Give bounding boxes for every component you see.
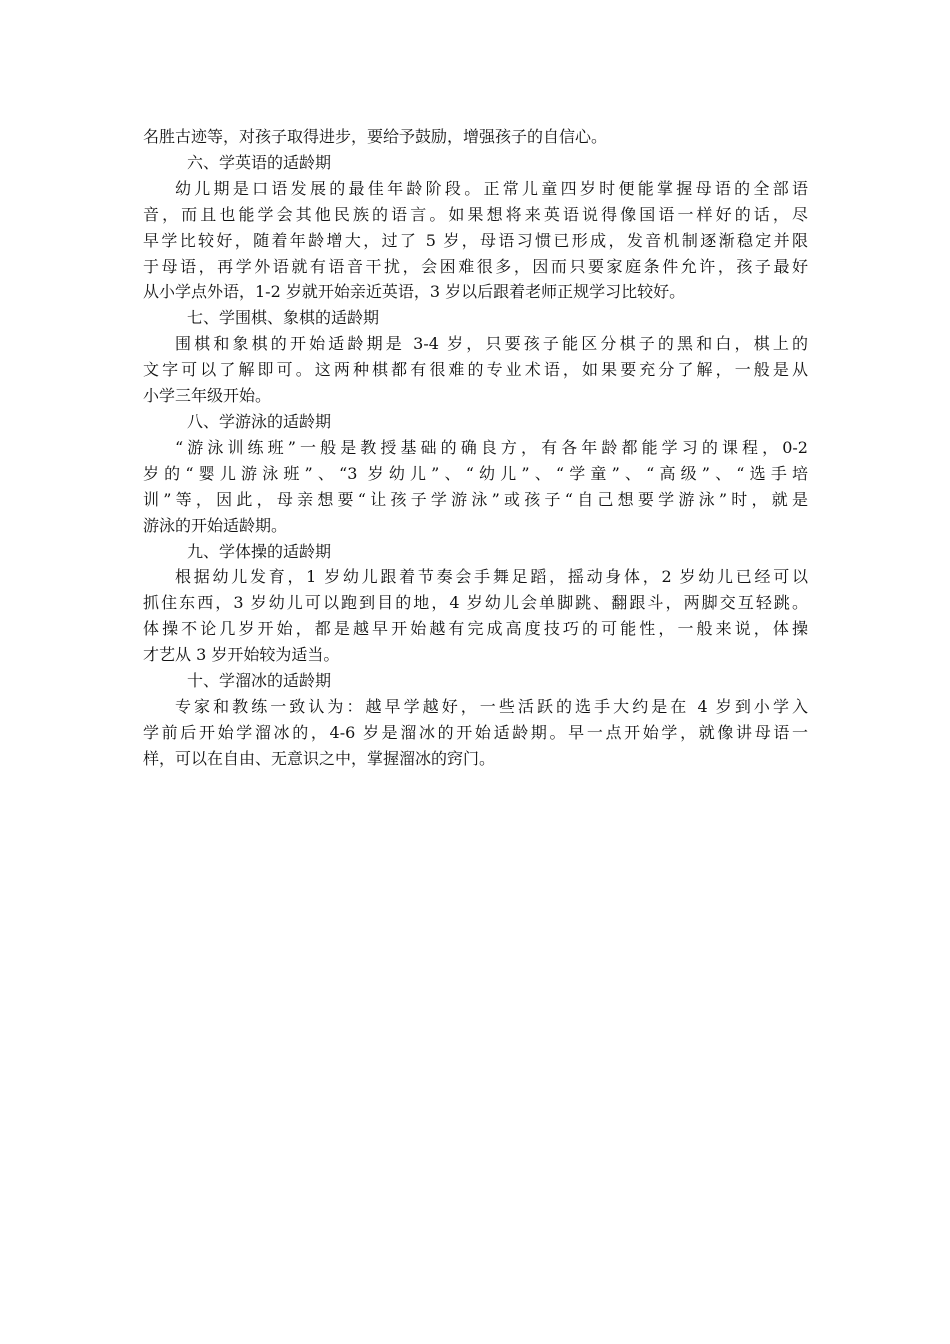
paragraph-line: 体操不论几岁开始，都是越早开始越有完成高度技巧的可能性，一般来说，体操	[143, 619, 808, 639]
paragraph-line: 于母语，再学外语就有语音干扰，会困难很多，因而只要家庭条件允许，孩子最好	[143, 256, 808, 276]
document-page	[143, 124, 808, 772]
section-heading: 十、学溜冰的适龄期	[187, 671, 332, 691]
paragraph-line: “游泳训练班”一般是教授基础的确良方，有各年龄都能学习的课程，0-2	[175, 437, 808, 457]
paragraph-line: 音，而且也能学会其他民族的语言。如果想将来英语说得像国语一样好的话，尽	[143, 204, 808, 224]
section-heading: 六、学英语的适龄期	[187, 152, 332, 172]
paragraph-line: 抓住东西，3 岁幼儿可以跑到目的地，4 岁幼儿会单脚跳、翻跟斗，两脚交互轻跳。	[143, 593, 808, 613]
paragraph-line: 幼儿期是口语发展的最佳年龄阶段。正常儿童四岁时便能掌握母语的全部语	[175, 178, 808, 198]
paragraph-line: 小学三年级开始。	[143, 386, 272, 406]
paragraph-line: 早学比较好，随着年龄增大，过了 5 岁，母语习惯已形成，发音机制逐渐稳定并限	[143, 230, 808, 250]
section-heading: 九、学体操的适龄期	[187, 541, 332, 561]
paragraph-line: 训”等，因此，母亲想要“让孩子学游泳”或孩子“自己想要学游泳”时，就是	[143, 489, 808, 509]
paragraph-line: 文字可以了解即可。这两种棋都有很难的专业术语，如果要充分了解，一般是从	[143, 360, 808, 380]
paragraph-line: 从小学点外语，1-2 岁就开始亲近英语，3 岁以后跟着老师正规学习比较好。	[143, 282, 686, 302]
paragraph-line: 样，可以在自由、无意识之中，掌握溜冰的窍门。	[143, 748, 496, 768]
paragraph-line: 才艺从 3 岁开始较为适当。	[143, 645, 340, 665]
section-heading: 七、学围棋、象棋的适龄期	[187, 308, 380, 328]
paragraph-line: 学前后开始学溜冰的，4-6 岁是溜冰的开始适龄期。早一点开始学，就像讲母语一	[143, 722, 808, 742]
paragraph-line: 根据幼儿发育，1 岁幼儿跟着节奏会手舞足蹈，摇动身体，2 岁幼儿已经可以	[175, 567, 808, 587]
paragraph-line: 名胜古迹等，对孩子取得进步，要给予鼓励，增强孩子的自信心。	[143, 127, 608, 146]
section-heading: 八、学游泳的适龄期	[187, 411, 332, 431]
paragraph-line: 游泳的开始适龄期。	[143, 515, 288, 535]
paragraph-line: 围棋和象棋的开始适龄期是 3-4 岁，只要孩子能区分棋子的黑和白，棋上的	[175, 334, 808, 354]
paragraph-line: 岁的“婴儿游泳班”、“3 岁幼儿”、“幼儿”、“学童”、“高级”、“选手培	[143, 463, 808, 483]
paragraph-line: 专家和教练一致认为：越早学越好，一些活跃的选手大约是在 4 岁到小学入	[175, 696, 808, 716]
